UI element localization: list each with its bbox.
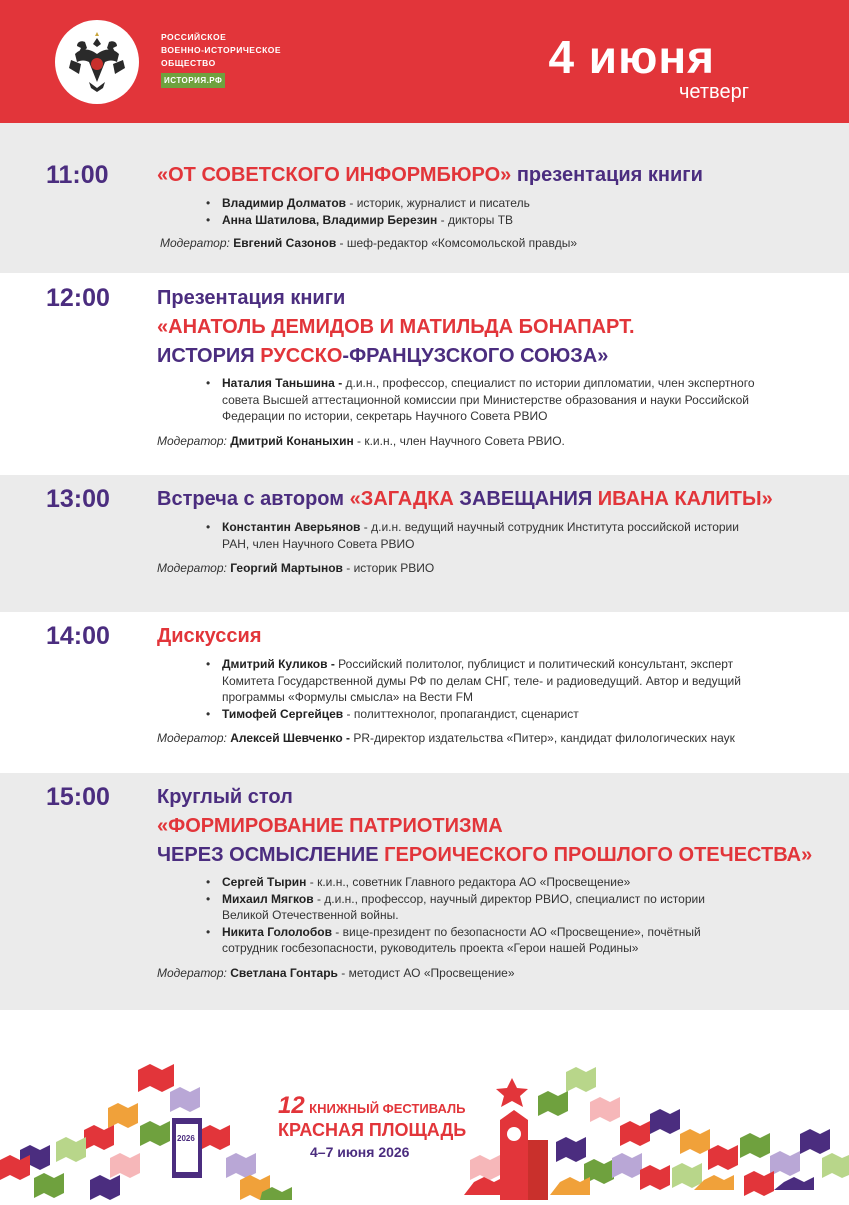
festival-dates: 4–7 июня 2026 [310,1144,410,1160]
speaker-item [204,874,744,891]
speaker-list [204,375,764,425]
speaker-name: Сергей Тырин [222,875,307,889]
org-line: ВОЕННО-ИСТОРИЧЕСКОЕ [161,45,282,55]
speaker-name: Тимофей Сергейцев [222,706,344,721]
double-headed-eagle-icon [55,20,139,104]
speaker-desc: Российский политолог, публицист и политический консультант, эксперт Комитета Государственной думы РФ по делам СНГ, теле- и радиоведущий. Автор и ведущий программы «Формулы смысла» на Вести FM [222,657,741,704]
event-time: 15:00 [46,783,110,811]
event-title-text: ЗАВЕЩАНИЯ [453,488,598,510]
moderator-desc: - к.и.н., член Научного Совета РВИО. [353,434,565,448]
event-time: 11:00 [46,161,109,189]
festival-line1: КНИЖНЫЙ ФЕСТИВАЛЬ [309,1101,466,1116]
event-title-line: Презентация книги [157,287,346,309]
speaker-name: Михаил Мягков [222,891,314,906]
speaker-item [204,375,764,425]
event-title-text: презентация книги [511,164,703,186]
event-block [0,612,849,773]
speaker-list [204,195,764,228]
moderator-label: Модератор: [157,434,227,448]
speaker-desc: - д.и.н. ведущий научный сотрудник Института российской истории РАН, член Научного Совета РВИО [222,520,739,551]
moderator [157,731,735,745]
event-time: 12:00 [46,284,110,312]
moderator [157,966,515,980]
moderator-label: Модератор: [157,966,227,980]
event-title-highlight: ГЕРОИЧЕСКОГО ПРОШЛОГО ОТЕЧЕСТВА» [384,844,813,866]
festival-number: 12 [278,1092,305,1119]
moderator-name: Светлана Гонтарь [230,966,338,980]
event-title-highlight: ИВАНА КАЛИТЫ» [597,488,773,510]
event-title [157,161,703,190]
festival-line2: КРАСНАЯ ПЛОЩАДЬ [278,1120,467,1140]
moderator-label: Модератор: [160,236,230,250]
speaker-desc: - д.и.н., профессор, научный директор РВИО, специалист по истории Великой Отечественной войны. [222,891,705,922]
moderator-name: Дмитрий Конаныхин [230,434,354,448]
event-title-highlight: «ОТ СОВЕТСКОГО ИНФОРМБЮРО» [157,164,512,186]
moderator [157,561,434,575]
event-title-highlight: «ФОРМИРОВАНИЕ ПАТРИОТИЗМА [157,815,503,837]
speaker-item [204,924,744,957]
speaker-item [204,195,764,212]
moderator-name: Георгий Мартынов [230,561,343,575]
speaker-desc: - историк, журналист и писатель [346,196,530,210]
event-title-highlight: «АНАТОЛЬ ДЕМИДОВ И МАТИЛЬДА БОНАПАРТ. [157,316,635,338]
event-title-text: ЧЕРЕЗ ОСМЫСЛЕНИЕ [157,844,385,866]
event-block [0,475,849,612]
event-weekday: четверг [679,81,749,103]
event-block [0,773,849,1010]
speaker-item [204,656,764,706]
event-title-text: Встреча с автором [157,488,350,510]
moderator-label: Модератор: [157,731,227,745]
event-title-line: Круглый стол [157,786,293,808]
festival-title [278,1092,466,1160]
event-title-highlight: «ЗАГАДКА [349,488,454,510]
event-title-text: -ФРАНЦУЗСКОГО СОЮЗА» [342,345,609,367]
speaker-list [204,874,744,957]
speaker-list [204,656,764,722]
speaker-desc: д.и.н., профессор, специалист по истории дипломатии, член экспертного совета Высшей аттестационной комиссии при Министерстве образования и науки Российской Федерации по истории, секретарь Научного Совета РВИО [222,376,755,423]
speaker-desc: - к.и.н., советник Главного редактора АО «Просвещение» [306,875,631,889]
moderator-desc: PR-директор издательства «Питер», кандидат филологических наук [349,731,735,745]
event-time: 13:00 [46,485,110,513]
moderator-desc: - методист АО «Просвещение» [337,966,515,980]
event-block [0,123,849,273]
event-time: 14:00 [46,622,110,650]
org-line: ОБЩЕСТВО [161,58,216,68]
speaker-item [204,519,744,552]
event-title [157,284,635,371]
rvio-logo [55,20,139,104]
site-link[interactable]: ИСТОРИЯ.РФ [161,73,225,88]
moderator-name: Алексей Шевченко - [230,731,350,745]
org-line: РОССИЙСКОЕ [161,32,227,42]
event-title-text: ИСТОРИЯ [157,345,261,367]
speaker-list [204,519,744,552]
speaker-desc: - дикторы ТВ [437,212,514,227]
event-title-highlight: РУССКО [260,345,343,367]
speaker-name: Владимир Долматов [222,196,347,210]
speaker-name: Наталия Таньшина - [222,376,343,390]
org-name [161,31,281,88]
speaker-name: Никита Гололобов [222,924,332,939]
speaker-item [204,212,764,229]
moderator-desc: - шеф-редактор «Комсомольской правды» [336,236,578,250]
moderator-name: Евгений Сазонов [233,236,337,250]
festival-badge-year: 2026 [177,1134,195,1143]
moderator [160,236,577,250]
event-title-line [157,841,812,870]
speaker-item [204,891,744,924]
speaker-desc: - политтехнолог, пропагандист, сценарист [343,706,579,721]
event-title: Дискуссия [157,625,262,647]
header-banner [0,0,849,123]
speaker-name: Константин Аверьянов [222,520,361,534]
moderator-desc: - историк РВИО [342,561,435,575]
event-title [157,485,773,514]
event-title-line [157,342,635,371]
speaker-name: Анна Шатилова, Владимир Березин [222,212,438,227]
event-block [0,273,849,475]
moderator-label: Модератор: [157,561,227,575]
speaker-desc: - вице-президент по безопасности АО «Просвещение», почётный сотрудник госбезопасности, руководитель проекта «Герои нашей Родины» [222,924,701,955]
moderator [157,434,565,448]
speaker-name: Дмитрий Куликов - [222,657,335,671]
event-date: 4 июня [548,31,715,83]
speaker-item [204,706,764,723]
event-title [157,783,812,870]
